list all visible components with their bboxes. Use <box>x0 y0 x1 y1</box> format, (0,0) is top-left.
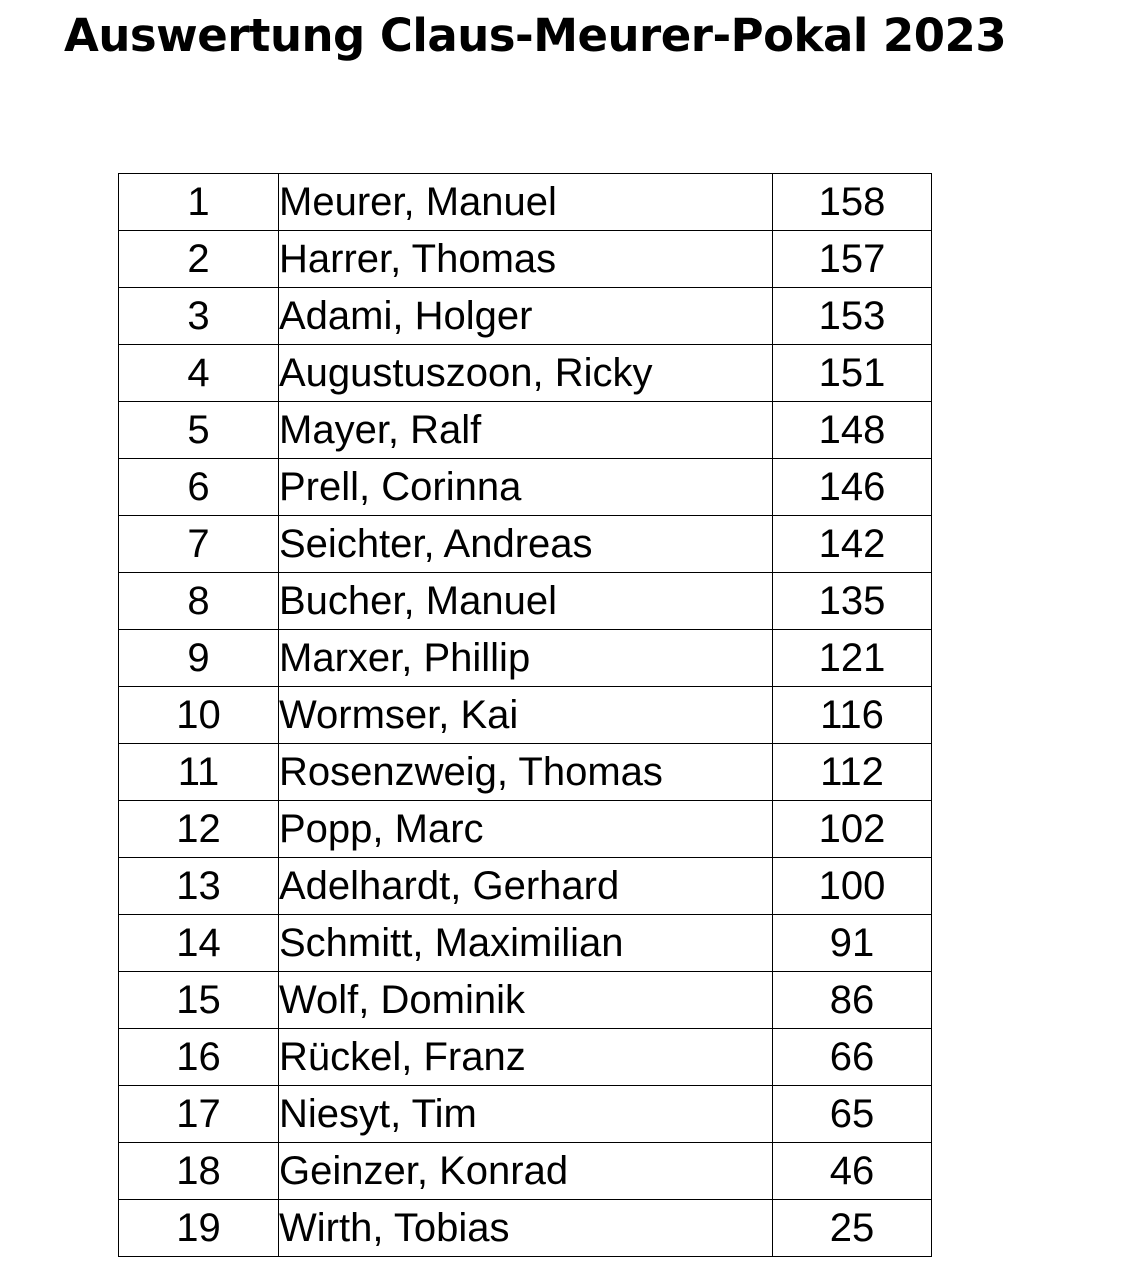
rank-cell: 14 <box>119 915 279 972</box>
name-cell: Harrer, Thomas <box>279 231 773 288</box>
score-cell: 135 <box>773 573 932 630</box>
rank-cell: 6 <box>119 459 279 516</box>
table-row <box>119 630 932 687</box>
results-table <box>118 173 932 1257</box>
name-cell: Niesyt, Tim <box>279 1086 773 1143</box>
rank-cell: 3 <box>119 288 279 345</box>
rank-cell: 9 <box>119 630 279 687</box>
name-cell: Schmitt, Maximilian <box>279 915 773 972</box>
results-table-body <box>119 174 932 1257</box>
rank-cell: 15 <box>119 972 279 1029</box>
name-cell: Meurer, Manuel <box>279 174 773 231</box>
rank-cell: 2 <box>119 231 279 288</box>
name-cell: Adelhardt, Gerhard <box>279 858 773 915</box>
name-cell: Bucher, Manuel <box>279 573 773 630</box>
rank-cell: 8 <box>119 573 279 630</box>
table-row <box>119 1029 932 1086</box>
name-cell: Wormser, Kai <box>279 687 773 744</box>
rank-cell: 13 <box>119 858 279 915</box>
table-row <box>119 1086 932 1143</box>
table-row <box>119 801 932 858</box>
rank-cell: 10 <box>119 687 279 744</box>
table-row <box>119 858 932 915</box>
score-cell: 66 <box>773 1029 932 1086</box>
rank-cell: 5 <box>119 402 279 459</box>
table-row <box>119 231 932 288</box>
score-cell: 121 <box>773 630 932 687</box>
rank-cell: 18 <box>119 1143 279 1200</box>
table-row <box>119 516 932 573</box>
score-cell: 158 <box>773 174 932 231</box>
rank-cell: 19 <box>119 1200 279 1257</box>
table-row <box>119 915 932 972</box>
table-row <box>119 402 932 459</box>
name-cell: Wolf, Dominik <box>279 972 773 1029</box>
score-cell: 116 <box>773 687 932 744</box>
table-row <box>119 972 932 1029</box>
name-cell: Marxer, Phillip <box>279 630 773 687</box>
name-cell: Mayer, Ralf <box>279 402 773 459</box>
score-cell: 46 <box>773 1143 932 1200</box>
page-title: Auswertung Claus-Meurer-Pokal 2023 <box>64 9 1007 62</box>
score-cell: 100 <box>773 858 932 915</box>
table-row <box>119 744 932 801</box>
table-row <box>119 573 932 630</box>
table-row <box>119 459 932 516</box>
name-cell: Augustuszoon, Ricky <box>279 345 773 402</box>
score-cell: 151 <box>773 345 932 402</box>
name-cell: Geinzer, Konrad <box>279 1143 773 1200</box>
rank-cell: 7 <box>119 516 279 573</box>
score-cell: 25 <box>773 1200 932 1257</box>
rank-cell: 11 <box>119 744 279 801</box>
rank-cell: 16 <box>119 1029 279 1086</box>
name-cell: Prell, Corinna <box>279 459 773 516</box>
table-row <box>119 1143 932 1200</box>
name-cell: Popp, Marc <box>279 801 773 858</box>
score-cell: 91 <box>773 915 932 972</box>
score-cell: 112 <box>773 744 932 801</box>
name-cell: Rückel, Franz <box>279 1029 773 1086</box>
rank-cell: 17 <box>119 1086 279 1143</box>
score-cell: 146 <box>773 459 932 516</box>
rank-cell: 4 <box>119 345 279 402</box>
rank-cell: 1 <box>119 174 279 231</box>
score-cell: 148 <box>773 402 932 459</box>
name-cell: Rosenzweig, Thomas <box>279 744 773 801</box>
name-cell: Seichter, Andreas <box>279 516 773 573</box>
table-row <box>119 1200 932 1257</box>
table-row <box>119 345 932 402</box>
score-cell: 65 <box>773 1086 932 1143</box>
table-row <box>119 288 932 345</box>
score-cell: 142 <box>773 516 932 573</box>
name-cell: Wirth, Tobias <box>279 1200 773 1257</box>
name-cell: Adami, Holger <box>279 288 773 345</box>
score-cell: 86 <box>773 972 932 1029</box>
score-cell: 153 <box>773 288 932 345</box>
score-cell: 102 <box>773 801 932 858</box>
score-cell: 157 <box>773 231 932 288</box>
table-row <box>119 687 932 744</box>
table-row <box>119 174 932 231</box>
rank-cell: 12 <box>119 801 279 858</box>
